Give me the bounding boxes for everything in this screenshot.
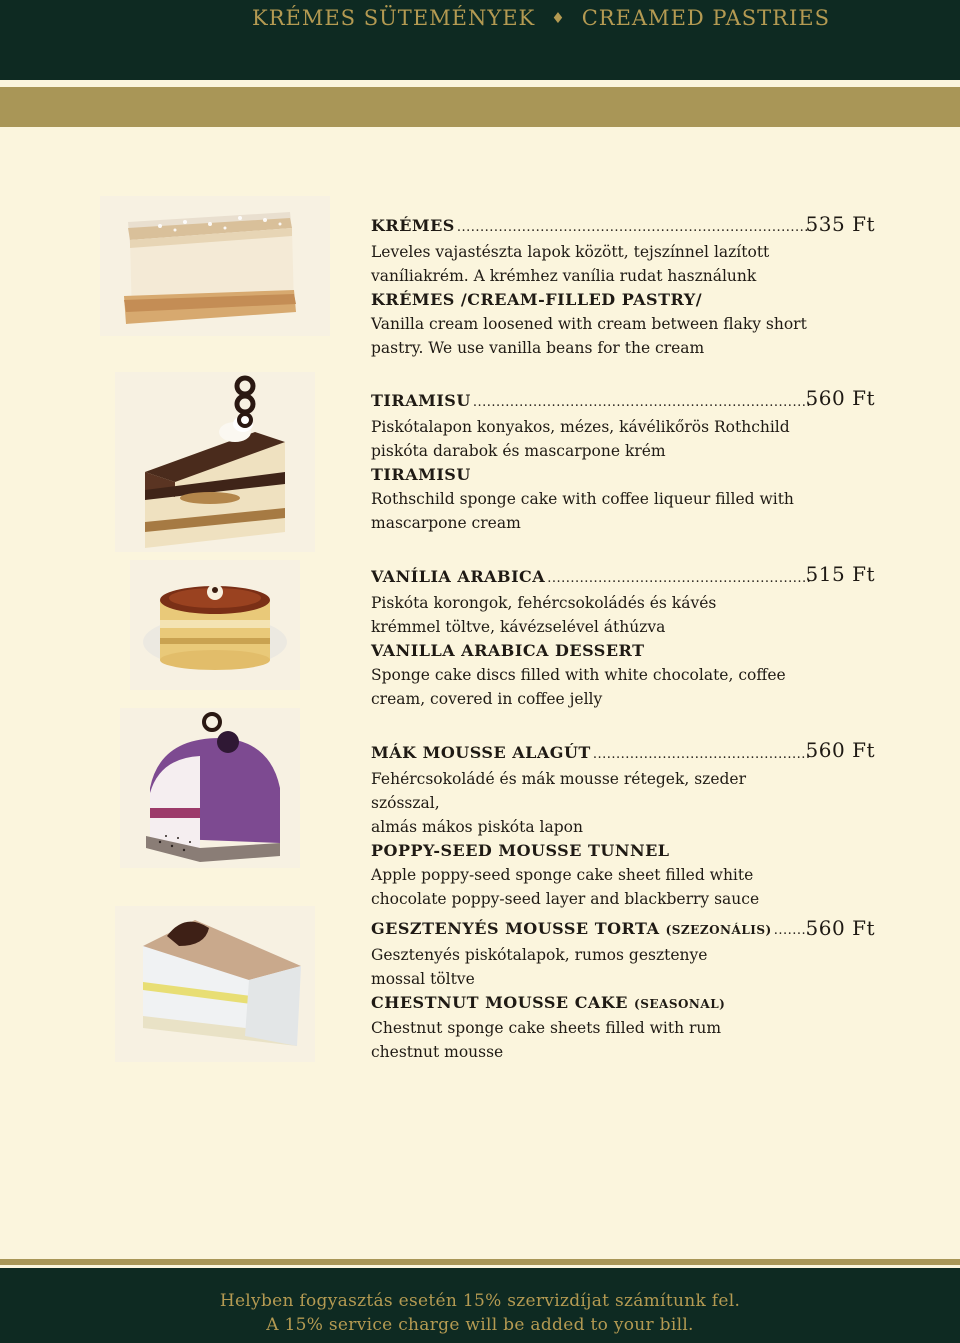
poppy-mousse-icon: [120, 708, 300, 868]
item-name-en: VANILLA ARABICA DESSERT: [371, 641, 645, 660]
description-hu-line-1: Leveles vajastészta lapok között, tejszínnel lazított: [371, 243, 770, 261]
page-header: [0, 0, 960, 80]
item-name-hu: KRÉMES: [371, 216, 455, 235]
item-name-en: KRÉMES /CREAM-FILLED PASTRY/: [371, 290, 703, 309]
diamond-separator-icon: ♦: [551, 9, 566, 27]
tiramisu-icon: [115, 372, 315, 552]
price-tiramisu: 560 Ft: [805, 386, 875, 410]
title-hungarian: KRÉMES SÜTEMÉNYEK: [252, 6, 536, 30]
title-english: CREAMED PASTRIES: [581, 6, 830, 30]
item-name-en: TIRAMISU: [371, 465, 471, 484]
name-row: [371, 741, 811, 767]
description-hu-line-2: vaníliakrém. A krémhez vanília rudat használunk: [371, 267, 757, 285]
description-en-line-2: cream, covered in coffee jelly: [371, 690, 603, 708]
item-text: [371, 741, 811, 911]
price-kremes: 535 Ft: [805, 212, 875, 236]
price-gesztenyes-torta: 560 Ft: [805, 916, 875, 940]
description-en-line-1: Apple poppy-seed sponge cake sheet filled white: [371, 866, 754, 884]
item-name-hu-main: GESZTENYÉS MOUSSE TORTA: [371, 919, 660, 938]
chestnut-cake-icon: [115, 906, 315, 1062]
item-name-en: [371, 991, 811, 1016]
description-hu-line-1: Piskótalapon konyakos, mézes, kávélikőrös Rothchild: [371, 418, 790, 436]
item-text: [371, 389, 811, 535]
description-en-line-2: chocolate poppy-seed layer and blackberry sauce: [371, 890, 760, 908]
leader-dots: [774, 919, 811, 943]
cream-slice-icon: [100, 196, 330, 336]
name-row: [371, 565, 811, 591]
description-hu-line-2: mossal töltve: [371, 970, 475, 988]
price-vanilia-arabica: 515 Ft: [805, 562, 875, 586]
price-mak-mousse: 560 Ft: [805, 738, 875, 762]
description-en-line-2: mascarpone cream: [371, 514, 521, 532]
leader-dots: [457, 216, 811, 240]
description-hu-line-2: almás mákos piskóta lapon: [371, 818, 583, 836]
item-name-en-main: CHESTNUT MOUSSE CAKE: [371, 993, 628, 1012]
item-name-en: POPPY-SEED MOUSSE TUNNEL: [371, 841, 670, 860]
page-footer: [0, 1268, 960, 1343]
description-hu-line-1: Piskóta korongok, fehércsokoládés és kávés: [371, 594, 717, 612]
description-en-line-1: Sponge cake discs filled with white chocolate, coffee: [371, 666, 786, 684]
item-text: [371, 214, 811, 360]
description-hu-line-2: piskóta darabok és mascarpone krém: [371, 442, 666, 460]
service-charge-note-en: A 15% service charge will be added to your bill.: [266, 1315, 694, 1335]
name-row: [371, 389, 811, 415]
item-name-hu: [371, 917, 772, 942]
description-en-line-1: Chestnut sponge cake sheets filled with rum: [371, 1019, 722, 1037]
service-charge-note-hu: Helyben fogyasztás esetén 15% szervizdíjat számítunk fel.: [219, 1291, 741, 1311]
item-name-hu: VANÍLIA ARABICA: [371, 567, 546, 586]
description-en-line-2: chestnut mousse: [371, 1043, 504, 1061]
item-name-hu: MÁK MOUSSE ALAGÚT: [371, 743, 591, 762]
arabica-cake-icon: [130, 560, 300, 690]
gold-band: [0, 87, 960, 127]
footer-gold-line: [0, 1259, 960, 1265]
leader-dots: [593, 743, 811, 767]
leader-dots: [473, 391, 811, 415]
description-hu-line-2: krémmel töltve, kávézselével áthúzva: [371, 618, 666, 636]
leader-dots: [547, 567, 811, 591]
item-name-hu: TIRAMISU: [371, 391, 471, 410]
description-en-line-1: Vanilla cream loosened with cream between flaky short: [371, 315, 807, 333]
description-hu-line-1: Fehércsokoládé és mák mousse rétegek, szeder szósszal,: [371, 770, 747, 812]
seasonal-note-hu: (SZEZONÁLIS): [665, 923, 772, 937]
name-row: [371, 917, 811, 943]
description-en-line-1: Rothschild sponge cake with coffee liqueur filled with: [371, 490, 794, 508]
description-hu-line-1: Gesztenyés piskótalapok, rumos gesztenye: [371, 946, 708, 964]
description-en-line-2: pastry. We use vanilla beans for the cream: [371, 339, 705, 357]
item-text: [371, 917, 811, 1064]
section-title: [252, 6, 830, 30]
name-row: [371, 214, 811, 240]
item-text: [371, 565, 811, 711]
seasonal-note-en: (SEASONAL): [634, 997, 726, 1011]
